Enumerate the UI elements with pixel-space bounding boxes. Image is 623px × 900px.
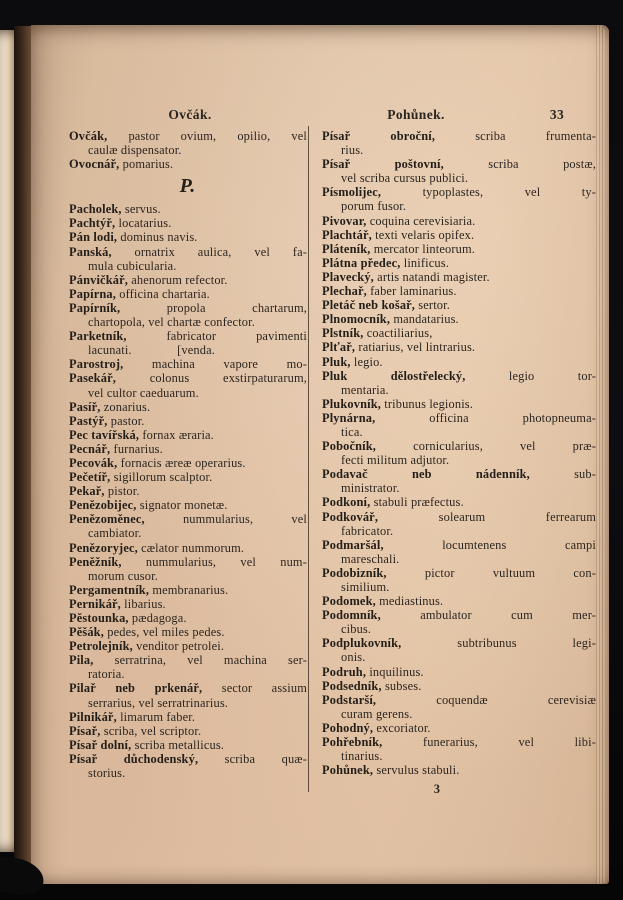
entry-term: Pobočník, <box>322 439 377 454</box>
dictionary-entry <box>69 216 307 230</box>
entry-line: Pasíř, zonarius. <box>69 399 151 414</box>
entry-line: Písař obroční, scriba frumenta- <box>322 129 597 143</box>
entry-term: Parostroj, <box>69 357 124 372</box>
entry-line: Plavecký, artis natandi magister. <box>322 269 490 284</box>
dictionary-entry <box>322 326 596 340</box>
entry-term: Pluk, <box>322 354 351 369</box>
entry-line: Parketník, fabricator pavimenti <box>69 329 307 344</box>
dictionary-entry <box>322 298 596 312</box>
entry-term: Podkoní, <box>322 495 371 510</box>
entry-line: Pec tavířská, fornax æraria. <box>69 427 214 442</box>
dictionary-entry <box>69 456 307 470</box>
entry-line: Pláteník, mercator linteorum. <box>322 241 476 256</box>
dictionary-entry <box>322 369 596 397</box>
entry-line: Papírna, officina chartaria. <box>69 286 210 301</box>
dictionary-entry <box>322 679 596 693</box>
entry-line: Podkoní, stabuli præfectus. <box>322 495 464 510</box>
dictionary-entry <box>322 693 596 721</box>
entry-term: Pláteník, <box>322 241 371 256</box>
entry-term: Plátna předec, <box>322 255 401 270</box>
entry-line: Podkovář, solearum ferrearum <box>322 509 596 524</box>
dictionary-entry <box>69 301 307 329</box>
entry-line: Podsedník, subses. <box>322 678 422 693</box>
entry-line: Plstník, coactiliarius, <box>322 326 433 341</box>
entry-line: Pila, serratrina, vel machina ser- <box>69 653 307 668</box>
book-page <box>31 25 609 884</box>
dictionary-entry <box>69 724 307 738</box>
entry-line: Pohůnek, servulus stabuli. <box>322 763 460 778</box>
dictionary-entry <box>69 752 307 780</box>
dictionary-entry <box>69 442 307 456</box>
dictionary-entry <box>322 242 596 256</box>
entry-line: Pastýř, pastor. <box>69 413 145 428</box>
entry-line: Pánvičkář, ahenorum refector. <box>69 272 228 287</box>
dictionary-entry <box>69 639 307 653</box>
entry-line: Parostroj, machina vapore mo- <box>69 357 307 372</box>
entry-line: Pobočník, cornicularius, vel præ- <box>322 439 596 454</box>
entry-line: serrarius, vel serratrinarius. <box>88 695 229 710</box>
dictionary-entry <box>322 397 596 411</box>
entry-line: Pernikář, libarius. <box>69 596 166 611</box>
entry-line: Podstarší, coquendæ cerevisiæ <box>322 692 596 707</box>
entry-line: tinarius. <box>341 749 383 764</box>
entry-term: Pacholek, <box>69 202 122 217</box>
running-head-right-keyword: Pohůnek. <box>387 107 445 122</box>
entry-term: Peněžník, <box>69 554 122 569</box>
entry-line: Petrolejník, venditor petrolei. <box>69 639 225 654</box>
dictionary-entry <box>322 228 596 242</box>
entry-line: similium. <box>341 580 390 594</box>
entry-line: Podobizník, pictor vultuum con- <box>322 565 596 580</box>
signature-mark: 3 <box>433 782 441 797</box>
dictionary-entry <box>322 129 596 157</box>
dictionary-entry <box>322 566 596 594</box>
entry-term: Podstarší, <box>322 692 377 707</box>
section-heading: P. <box>179 175 197 198</box>
dictionary-entry <box>322 439 596 467</box>
entry-term: Pekař, <box>69 484 105 499</box>
entry-line: Pilnikář, limarum faber. <box>69 709 196 724</box>
dictionary-entry <box>69 414 307 428</box>
left-page-edge <box>0 30 14 852</box>
entry-line: Plátna předec, linificus. <box>322 255 449 270</box>
entry-term: Pecovák, <box>69 455 118 470</box>
dictionary-entry <box>69 611 307 625</box>
entry-line: curam gerens. <box>341 706 413 721</box>
dictionary-entry <box>69 287 307 301</box>
entry-term: Plnomocník, <box>322 312 391 327</box>
entry-line: Podruh, inquilinus. <box>322 664 424 679</box>
entry-line: vel cultor caeduarum. <box>88 385 199 400</box>
dictionary-entry <box>69 555 307 583</box>
entry-line: Pán lodi, dominus navis. <box>69 230 198 245</box>
entry-line: storius. <box>88 766 126 781</box>
entry-line: Podmaršál, locumtenens campi <box>322 537 596 552</box>
entry-line: Písař poštovní, scriba postæ, <box>322 157 596 172</box>
entry-term: Podsedník, <box>322 678 382 693</box>
entry-term: Pernikář, <box>69 596 121 611</box>
entry-line: Plynárna, officina photopneuma- <box>322 410 596 425</box>
dictionary-entry <box>322 495 596 509</box>
entry-term: Papírna, <box>69 286 116 301</box>
entry-line: Panská, ornatrix aulica, vel fa- <box>69 244 307 259</box>
entry-term: Podomník, <box>322 608 381 623</box>
entry-term: Písař důchodenský, <box>69 751 199 766</box>
entry-term: Písař, <box>69 723 101 738</box>
dictionary-entry <box>69 129 307 157</box>
dictionary-entry <box>322 763 596 777</box>
entry-term: Pěšák, <box>69 625 104 640</box>
dictionary-entry <box>69 329 307 357</box>
dictionary-entry <box>322 721 596 735</box>
dictionary-entry <box>69 710 307 724</box>
entry-line: cambiator. <box>88 526 142 541</box>
entry-line: ratoria. <box>88 667 125 682</box>
entry-term: Penězoměnec, <box>69 512 145 527</box>
dictionary-entry <box>322 157 596 185</box>
entry-line: Pecnář, furnarius. <box>69 441 163 456</box>
entry-line: Penězoměnec, nummularius, vel <box>69 512 307 527</box>
dictionary-entry <box>322 312 596 326</box>
entry-term: Plstník, <box>322 326 364 341</box>
entry-line: Písař, scriba, vel scriptor. <box>69 723 202 738</box>
entry-line: mareschali. <box>341 551 400 566</box>
entry-line: Písař důchodenský, scriba quæ- <box>69 751 307 766</box>
entry-line: Pěšák, pedes, vel miles pedes. <box>69 625 225 640</box>
entry-term: Podruh, <box>322 664 367 679</box>
entry-line: cibus. <box>341 622 372 637</box>
entry-term: Pergamentník, <box>69 582 150 597</box>
entry-term: Plťař, <box>322 340 356 355</box>
entry-line: rius. <box>341 143 364 158</box>
entry-line: mula cubicularia. <box>88 258 177 273</box>
entry-line: caulæ dispensator. <box>88 143 182 158</box>
entry-line: fabricator. <box>341 523 394 538</box>
entry-line: Pohřebník, funerarius, vel libi- <box>322 735 596 750</box>
dictionary-entry <box>322 411 596 439</box>
entry-line: Pěstounka, pædagoga. <box>69 611 187 625</box>
dictionary-entry <box>69 512 307 540</box>
entry-line: Pasekář, colonus exstirpaturarum, <box>69 371 307 386</box>
entry-line: Pivovar, coquina cerevisiaria. <box>322 213 476 228</box>
entry-line: Písař dolní, scriba metallicus. <box>69 737 225 752</box>
dictionary-entry <box>69 470 307 484</box>
entry-term: Pastýř, <box>69 413 108 428</box>
dictionary-entry <box>69 157 307 171</box>
dictionary-entry <box>69 245 307 273</box>
dictionary-entry <box>69 625 307 639</box>
entry-line: Podavač neb nádenník, sub- <box>322 467 597 482</box>
entry-term: Pečetíř, <box>69 470 111 485</box>
dictionary-entry <box>322 355 596 369</box>
page-number: 33 <box>549 107 565 122</box>
entry-line: Ovčák, pastor ovium, opilio, vel <box>69 129 307 143</box>
dictionary-entry <box>69 597 307 611</box>
entry-term: Penězobijec, <box>69 498 137 513</box>
dictionary-entry <box>69 653 307 681</box>
entry-term: Pohůnek, <box>322 763 374 778</box>
dictionary-entry <box>69 738 307 752</box>
entry-term: Plynárna, <box>322 410 376 425</box>
entry-line: Pilař neb prkenář, sector assium <box>69 681 307 696</box>
entry-line: chartopola, vel chartæ confector. <box>88 315 255 330</box>
entry-line: Podomek, mediastinus. <box>322 594 444 609</box>
dictionary-entry <box>322 538 596 566</box>
entry-term: Podplukovník, <box>322 636 402 651</box>
dictionary-entry <box>69 371 307 399</box>
entry-term: Písař obroční, <box>322 129 436 143</box>
entry-line: Pacholek, servus. <box>69 202 161 217</box>
page-fore-edge <box>596 25 605 884</box>
entry-term: Pánvičkář, <box>69 272 128 287</box>
entry-term: Pivovar, <box>322 213 367 228</box>
entry-term: Písmolijec, <box>322 185 382 200</box>
entry-term: Podomek, <box>322 594 376 609</box>
entry-line: ministrator. <box>341 481 400 496</box>
entry-term: Plachtář, <box>322 227 372 242</box>
dictionary-entry <box>322 340 596 354</box>
entry-line: fecti militum adjutor. <box>341 453 450 468</box>
entry-line: porum fusor. <box>341 199 407 214</box>
entry-term: Pasekář, <box>69 371 116 386</box>
dictionary-entry <box>69 428 307 442</box>
entry-line: Plachtář, texti velaris opifex. <box>322 227 475 242</box>
entry-line: Peněžník, nummularius, vel num- <box>69 554 307 569</box>
dictionary-entry <box>69 583 307 597</box>
entry-term: Plechař, <box>322 284 367 299</box>
entry-term: Pohodný, <box>322 720 374 735</box>
entry-line: Pergamentník, membranarius. <box>69 582 229 597</box>
entry-term: Penězoryjec, <box>69 540 138 555</box>
entry-term: Písař dolní, <box>69 737 132 752</box>
entry-line: Papírník, propola chartarum, <box>69 300 307 315</box>
dictionary-entry <box>69 484 307 498</box>
entry-line: lacunati. [venda. <box>88 343 215 358</box>
entry-line: Pecovák, fornacis æreæ operarius. <box>69 455 246 470</box>
entry-line: Pekař, pistor. <box>69 484 140 499</box>
dictionary-entry <box>322 636 596 664</box>
entry-term: Papírník, <box>69 300 121 315</box>
dictionary-entry <box>322 284 596 298</box>
entry-line: Plukovník, tribunus legionis. <box>322 396 474 411</box>
entry-term: Pila, <box>69 653 94 668</box>
entry-line: Pluk, legio. <box>322 354 383 369</box>
entry-term: Pěstounka, <box>69 611 129 625</box>
entry-term: Písař poštovní, <box>322 157 444 172</box>
dictionary-entry <box>322 510 596 538</box>
entry-term: Pohřebník, <box>322 735 383 750</box>
dictionary-entry <box>69 273 307 287</box>
entry-term: Pecnář, <box>69 441 111 456</box>
entry-term: Pasíř, <box>69 399 101 414</box>
dictionary-entry <box>322 185 596 213</box>
entry-line: Penězoryjec, cælator nummorum. <box>69 540 245 555</box>
entry-line: Podplukovník, subtribunus legi- <box>322 636 596 651</box>
dictionary-entry <box>69 541 307 555</box>
entry-line: Plechař, faber laminarius. <box>322 284 457 299</box>
entry-line: onis. <box>341 650 366 665</box>
entry-line: morum cusor. <box>88 568 158 583</box>
entry-term: Podavač neb nádenník, <box>322 467 530 482</box>
entry-term: Petrolejník, <box>69 639 133 654</box>
entry-term: Pilař neb prkenář, <box>69 681 203 696</box>
dictionary-entry <box>322 594 596 608</box>
dictionary-entry <box>69 202 307 216</box>
dictionary-entry <box>322 467 596 495</box>
entry-term: Parketník, <box>69 329 127 344</box>
dictionary-entry <box>322 270 596 284</box>
entry-line: Písmolijec, typoplastes, vel ty- <box>322 185 596 200</box>
entry-line: Plťař, ratiarius, vel lintrarius. <box>322 340 476 355</box>
entry-term: Ovčák, <box>69 129 108 143</box>
entry-term: Plavecký, <box>322 269 374 284</box>
dictionary-entry <box>322 665 596 679</box>
entry-line: Pletáč neb košař, sertor. <box>322 298 450 313</box>
entry-line: mentaria. <box>341 382 389 397</box>
entry-term: Podkovář, <box>322 509 379 524</box>
entry-line: Pohodný, excoriator. <box>322 720 431 735</box>
entry-line: Pachtýř, locatarius. <box>69 216 172 231</box>
dictionary-entry <box>69 357 307 371</box>
dictionary-entry <box>69 681 307 709</box>
entry-line: Podomník, ambulator cum mer- <box>322 608 596 623</box>
entry-line: Pluk dělostřelecký, legio tor- <box>322 368 597 383</box>
entry-line: Pečetíř, sigillorum scalptor. <box>69 470 213 485</box>
entry-term: Plukovník, <box>322 396 382 411</box>
right-column <box>322 129 596 796</box>
dictionary-entry <box>69 230 307 244</box>
running-head-left-keyword: Ovčák. <box>168 107 212 122</box>
left-column <box>69 129 307 796</box>
entry-term: Pilnikář, <box>69 709 117 724</box>
entry-term: Pluk dělostřelecký, <box>322 368 466 383</box>
entry-line: Ovocnář, pomarius. <box>69 157 174 172</box>
dictionary-entry <box>322 735 596 763</box>
dictionary-entry <box>69 400 307 414</box>
dictionary-entry <box>322 256 596 270</box>
gutter-shadow <box>14 26 31 880</box>
entry-line: vel scriba cursus publici. <box>341 171 469 186</box>
entry-term: Pec tavířská, <box>69 427 140 442</box>
entry-term: Pletáč neb košař, <box>322 298 416 313</box>
entry-term: Podobizník, <box>322 565 387 580</box>
entry-term: Pachtýř, <box>69 216 116 231</box>
dictionary-entry <box>69 498 307 512</box>
entry-term: Panská, <box>69 244 112 259</box>
page-content <box>69 129 596 796</box>
entry-term: Podmaršál, <box>322 537 384 552</box>
dictionary-entry <box>322 608 596 636</box>
entry-term: Ovocnář, <box>69 157 120 172</box>
dictionary-entry <box>322 214 596 228</box>
entry-term: Pán lodi, <box>69 230 118 245</box>
entry-line: Penězobijec, signator monetæ. <box>69 498 228 513</box>
entry-line: Plnomocník, mandatarius. <box>322 312 459 327</box>
entry-line: tica. <box>341 424 363 439</box>
